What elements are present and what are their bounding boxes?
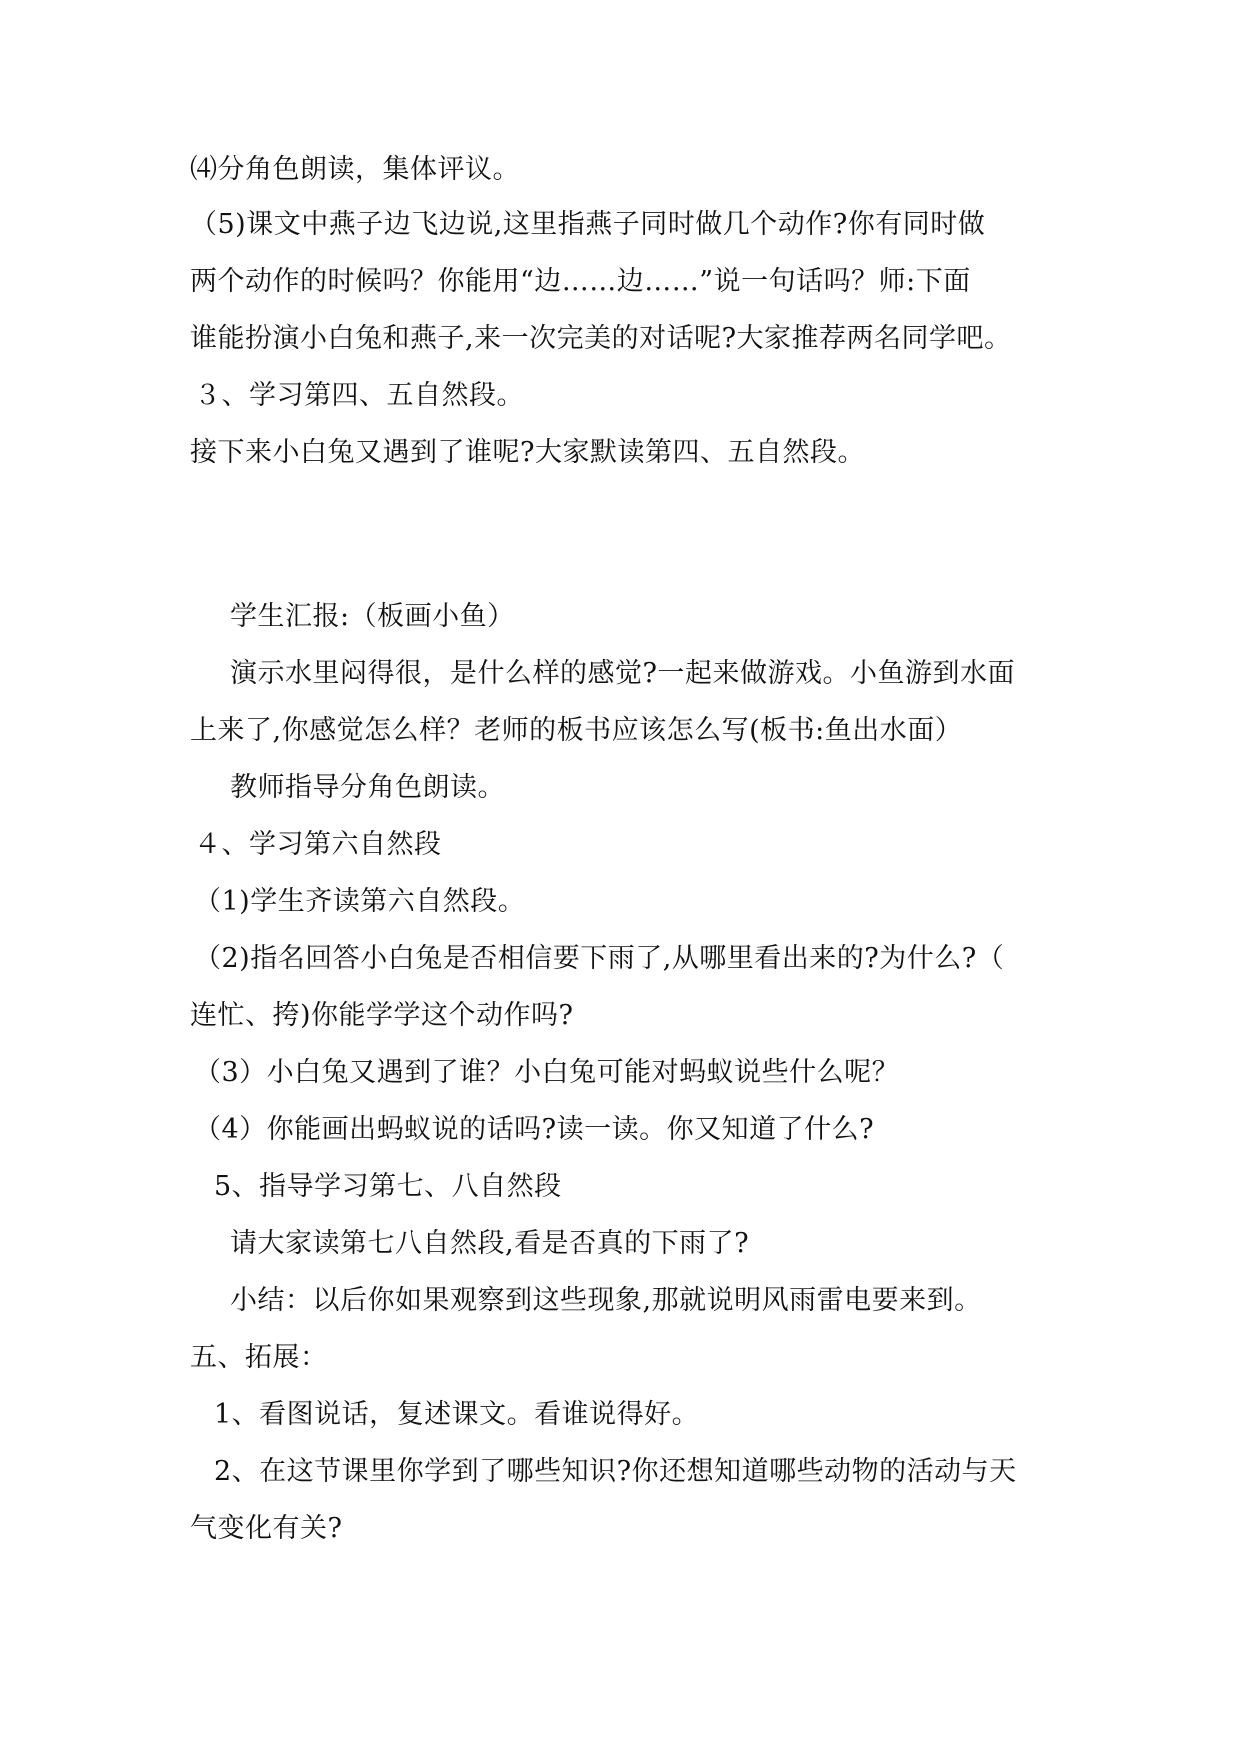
- text-line: 教师指导分角色朗读。: [230, 772, 505, 803]
- text-line: 1、看图说话，复述课文。看谁说得好。: [214, 1399, 700, 1430]
- text-line: 气变化有关?: [190, 1513, 343, 1544]
- text-line: 小结：以后你如果观察到这些现象,那就说明风雨雷电要来到。: [230, 1285, 982, 1316]
- text-line: （4）你能画出蚂蚁说的话吗?读一读。你又知道了什么?: [194, 1114, 875, 1145]
- text-line: （1)学生齐读第六自然段。: [194, 886, 526, 917]
- text-line: 5、指导学习第七、八自然段: [214, 1171, 562, 1202]
- text-line: （3）小白兔又遇到了谁？小白兔可能对蚂蚁说些什么呢？: [194, 1057, 900, 1088]
- text-line: 学生汇报:（板画小鱼）: [230, 601, 515, 632]
- text-line: 上来了,你感觉怎么样？老师的板书应该怎么写(板书:鱼出水面）: [190, 715, 963, 746]
- text-line: 连忙、挎)你能学学这个动作吗?: [190, 1000, 574, 1031]
- text-line: （5)课文中燕子边飞边说,这里指燕子同时做几个动作?你有同时做: [190, 209, 986, 240]
- text-line: 谁能扮演小白兔和燕子,来一次完美的对话呢?大家推荐两名同学吧。: [190, 323, 1012, 354]
- text-line: （2)指名回答小白兔是否相信要下雨了,从哪里看出来的?为什么?（: [194, 943, 1005, 974]
- text-line: ３、学习第四、五自然段。: [194, 380, 524, 411]
- text-line: 接下来小白兔又遇到了谁呢?大家默读第四、五自然段。: [190, 437, 865, 468]
- text-line: 两个动作的时候吗？你能用“边……边……”说一句话吗？师:下面: [190, 266, 971, 297]
- text-line: 五、拓展：: [190, 1342, 328, 1373]
- text-line: 演示水里闷得很，是什么样的感觉?一起来做游戏。小鱼游到水面: [230, 658, 1015, 689]
- text-line: 请大家读第七八自然段,看是否真的下雨了?: [230, 1228, 750, 1259]
- text-line: ４、学习第六自然段: [194, 829, 442, 860]
- text-line: 2、在这节课里你学到了哪些知识?你还想知道哪些动物的活动与天: [214, 1456, 1017, 1487]
- text-line: ⑷分角色朗读，集体评议。: [190, 154, 520, 185]
